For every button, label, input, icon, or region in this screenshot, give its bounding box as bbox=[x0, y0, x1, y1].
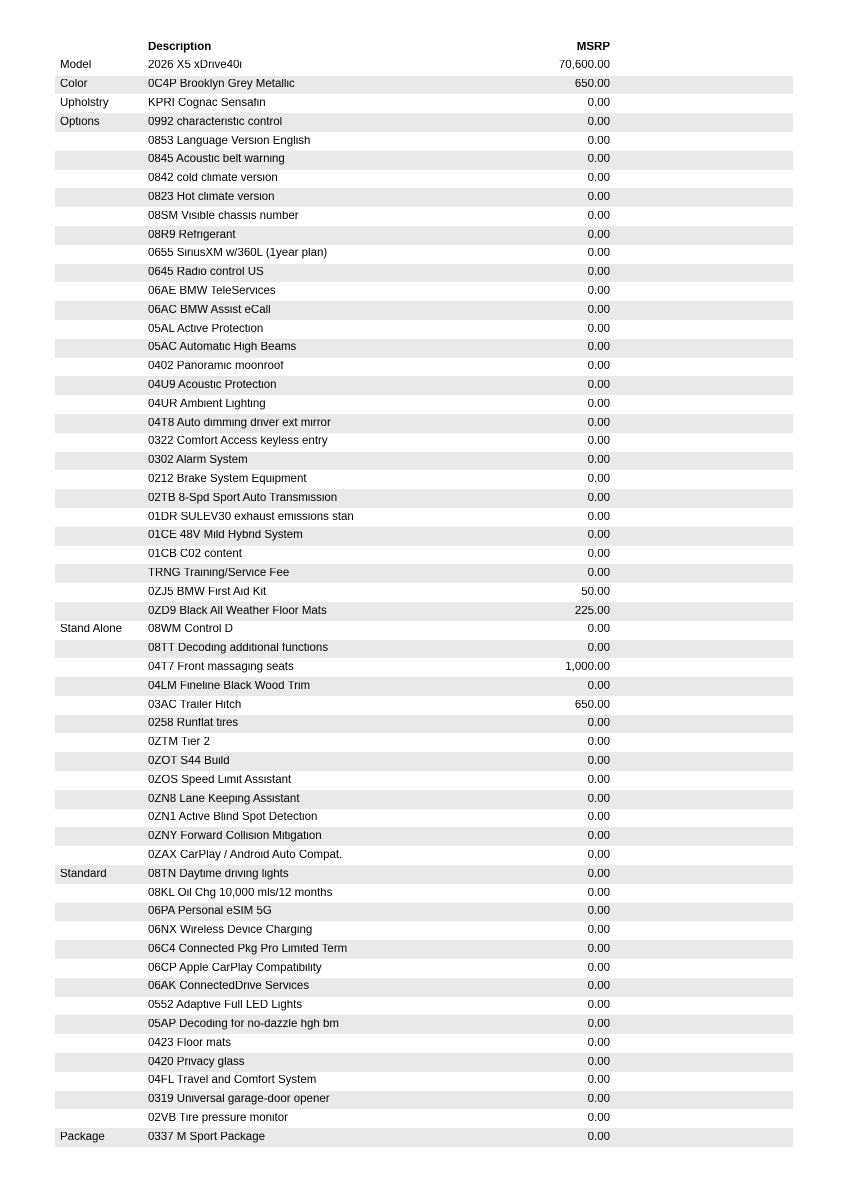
row-msrp: 0.00 bbox=[587, 887, 610, 899]
row-description: 0552 Adaptive Full LED Lights bbox=[148, 1000, 303, 1012]
table-row bbox=[55, 583, 793, 602]
row-msrp: 0.00 bbox=[587, 793, 610, 805]
table-body bbox=[55, 57, 793, 1147]
row-msrp: 650.00 bbox=[574, 79, 610, 91]
table-row bbox=[55, 546, 793, 565]
row-description: 06CP Apple CarPlay Compatibility bbox=[148, 962, 322, 974]
row-msrp: 0.00 bbox=[587, 154, 610, 166]
row-description: 04T8 Auto dimming driver ext mirror bbox=[148, 417, 331, 429]
table-row bbox=[55, 264, 793, 283]
table-row bbox=[55, 733, 793, 752]
table-row bbox=[55, 170, 793, 189]
row-msrp: 0.00 bbox=[587, 643, 610, 655]
row-msrp: 0.00 bbox=[587, 1056, 610, 1068]
row-description: 03AC Trailer Hitch bbox=[148, 699, 242, 711]
table-row bbox=[55, 414, 793, 433]
row-msrp: 650.00 bbox=[574, 699, 610, 711]
table-header-row bbox=[55, 38, 793, 57]
header-description: Description bbox=[148, 41, 212, 53]
table-row bbox=[55, 1034, 793, 1053]
table-row bbox=[55, 809, 793, 828]
table-row bbox=[55, 282, 793, 301]
row-category: Upholstry bbox=[60, 98, 109, 110]
row-msrp: 0.00 bbox=[587, 135, 610, 147]
table-row bbox=[55, 1015, 793, 1034]
row-category: Standard bbox=[60, 868, 107, 880]
row-description: 0ZN8 Lane Keeping Assistant bbox=[148, 793, 300, 805]
row-description: 06PA Personal eSIM 5G bbox=[148, 906, 272, 918]
row-description: 0853 Language Version English bbox=[148, 135, 311, 147]
row-description: 0420 Privacy glass bbox=[148, 1056, 245, 1068]
row-description: 04LM Fineline Black Wood Trim bbox=[148, 680, 311, 692]
row-description: 08TN Daytime driving lights bbox=[148, 868, 289, 880]
row-description: 0423 Floor mats bbox=[148, 1037, 232, 1049]
row-description: 05AP Decoding for no-dazzle hgh bm bbox=[148, 1019, 339, 1031]
row-category: Stand Alone bbox=[60, 624, 123, 636]
row-msrp: 0.00 bbox=[587, 98, 610, 110]
table-row bbox=[55, 677, 793, 696]
table-row bbox=[55, 508, 793, 527]
row-description: 08SM Visible chassis number bbox=[148, 210, 299, 222]
row-msrp: 0.00 bbox=[587, 962, 610, 974]
table-row bbox=[55, 94, 793, 113]
table-row bbox=[55, 1109, 793, 1128]
row-msrp: 0.00 bbox=[587, 229, 610, 241]
row-msrp: 0.00 bbox=[587, 173, 610, 185]
row-msrp: 0.00 bbox=[587, 812, 610, 824]
row-description: 06C4 Connected Pkg Pro Limited Term bbox=[148, 943, 348, 955]
table-row bbox=[55, 188, 793, 207]
vehicle-options-table bbox=[55, 38, 793, 1147]
row-description: 2026 X5 xDrive40i bbox=[148, 60, 242, 72]
row-msrp: 0.00 bbox=[587, 361, 610, 373]
table-row bbox=[55, 752, 793, 771]
row-msrp: 0.00 bbox=[587, 492, 610, 504]
row-description: 0319 Universal garage-door opener bbox=[148, 1094, 330, 1106]
row-description: 0ZN1 Active Blind Spot Detection bbox=[148, 812, 318, 824]
row-description: 0212 Brake System Equipment bbox=[148, 473, 307, 485]
table-row bbox=[55, 621, 793, 640]
row-msrp: 0.00 bbox=[587, 831, 610, 843]
table-row bbox=[55, 921, 793, 940]
row-description: 0ZOS Speed Limit Assistant bbox=[148, 774, 292, 786]
table-row bbox=[55, 245, 793, 264]
row-description: 0ZNY Forward Collision Mitigation bbox=[148, 831, 322, 843]
row-description: 0302 Alarm System bbox=[148, 455, 248, 467]
table-row bbox=[55, 395, 793, 414]
row-msrp: 0.00 bbox=[587, 286, 610, 297]
table-row bbox=[55, 978, 793, 997]
row-msrp: 0.00 bbox=[587, 530, 610, 542]
row-msrp: 0.00 bbox=[587, 436, 610, 448]
row-description: 0ZOT S44 Build bbox=[148, 755, 230, 767]
row-msrp: 0.00 bbox=[587, 868, 610, 880]
row-description: 0ZD9 Black All Weather Floor Mats bbox=[148, 605, 327, 617]
row-description: 06NX Wireless Device Charging bbox=[148, 925, 313, 937]
table-row bbox=[55, 696, 793, 715]
row-description: 05AC Automatic High Beams bbox=[148, 342, 297, 354]
row-description: 0ZTM Tier 2 bbox=[148, 737, 210, 749]
row-msrp: 0.00 bbox=[587, 925, 610, 937]
row-msrp: 0.00 bbox=[587, 624, 610, 636]
table-row bbox=[55, 301, 793, 320]
table-row bbox=[55, 997, 793, 1016]
row-msrp: 1,000.00 bbox=[565, 661, 610, 673]
table-row bbox=[55, 76, 793, 95]
table-row bbox=[55, 564, 793, 583]
table-row bbox=[55, 1072, 793, 1091]
row-description: 08R9 Refrigerant bbox=[148, 229, 236, 241]
row-description: 0337 M Sport Package bbox=[148, 1131, 265, 1143]
row-msrp: 0.00 bbox=[587, 267, 610, 279]
table-row bbox=[55, 884, 793, 903]
table-row bbox=[55, 846, 793, 865]
row-description: 02VB Tire pressure monitor bbox=[148, 1113, 288, 1125]
row-msrp: 0.00 bbox=[587, 1000, 610, 1012]
row-msrp: 0.00 bbox=[587, 379, 610, 391]
table-row bbox=[55, 132, 793, 151]
table-row bbox=[55, 771, 793, 790]
table-row bbox=[55, 57, 793, 76]
table-row bbox=[55, 527, 793, 546]
row-description: 08KL Oil Chg 10,000 mls/12 months bbox=[148, 887, 333, 899]
row-description: 06AE BMW TeleServices bbox=[148, 286, 276, 297]
row-description: 01CE 48V Mild Hybrid System bbox=[148, 530, 303, 542]
row-msrp: 0.00 bbox=[587, 210, 610, 222]
header-msrp: MSRP bbox=[576, 41, 610, 53]
row-msrp: 0.00 bbox=[587, 1131, 610, 1143]
row-description: 0823 Hot climate version bbox=[148, 192, 275, 204]
row-msrp: 0.00 bbox=[587, 511, 610, 523]
row-description: 06AC BMW Assist eCall bbox=[148, 304, 271, 316]
table-row bbox=[55, 827, 793, 846]
row-msrp: 0.00 bbox=[587, 248, 610, 260]
row-description: 0ZAX CarPlay / Android Auto Compat. bbox=[148, 849, 343, 861]
row-description: 0ZJ5 BMW First Aid Kit bbox=[148, 586, 267, 598]
row-msrp: 0.00 bbox=[587, 192, 610, 204]
row-msrp: 0.00 bbox=[587, 981, 610, 993]
row-category: Options bbox=[60, 116, 100, 128]
row-msrp: 0.00 bbox=[587, 755, 610, 767]
table-row bbox=[55, 1091, 793, 1110]
table-row bbox=[55, 640, 793, 659]
row-description: 04T7 Front massaging seats bbox=[148, 661, 294, 673]
table-row bbox=[55, 339, 793, 358]
row-description: 04U9 Acoustic Protection bbox=[148, 379, 277, 391]
row-category: Model bbox=[60, 60, 92, 72]
row-description: 05AL Active Protection bbox=[148, 323, 264, 335]
table-row bbox=[55, 903, 793, 922]
table-row bbox=[55, 865, 793, 884]
row-description: 0845 Acoustic belt warning bbox=[148, 154, 285, 166]
row-msrp: 0.00 bbox=[587, 342, 610, 354]
row-msrp: 0.00 bbox=[587, 680, 610, 692]
table-row bbox=[55, 1128, 793, 1147]
table-row bbox=[55, 790, 793, 809]
table-row bbox=[55, 376, 793, 395]
row-description: 0842 cold climate version bbox=[148, 173, 278, 185]
row-description: KPRI Cognac Sensafin bbox=[148, 98, 266, 110]
row-msrp: 0.00 bbox=[587, 1019, 610, 1031]
row-msrp: 0.00 bbox=[587, 304, 610, 316]
row-category: Package bbox=[60, 1131, 105, 1143]
row-msrp: 0.00 bbox=[587, 906, 610, 918]
row-msrp: 0.00 bbox=[587, 473, 610, 485]
row-description: 02TB 8-Spd Sport Auto Transmission bbox=[148, 492, 338, 504]
row-description: 01DR SULEV30 exhaust emissions stan bbox=[148, 511, 354, 523]
table-row bbox=[55, 226, 793, 245]
table-row bbox=[55, 959, 793, 978]
row-description: 06AK ConnectedDrive Services bbox=[148, 981, 310, 993]
table-row bbox=[55, 602, 793, 621]
row-msrp: 0.00 bbox=[587, 737, 610, 749]
row-description: 0322 Comfort Access keyless entry bbox=[148, 436, 328, 448]
row-msrp: 70,600.00 bbox=[558, 60, 610, 72]
row-msrp: 0.00 bbox=[587, 116, 610, 128]
row-msrp: 0.00 bbox=[587, 549, 610, 561]
table-row bbox=[55, 320, 793, 339]
row-msrp: 50.00 bbox=[581, 586, 610, 598]
row-description: 0258 Runflat tires bbox=[148, 718, 239, 730]
row-description: 0C4P Brooklyn Grey Metallic bbox=[148, 79, 295, 91]
table-row bbox=[55, 1053, 793, 1072]
table-row bbox=[55, 151, 793, 170]
row-description: 0655 SiriusXM w/360L (1year plan) bbox=[148, 248, 328, 260]
row-description: 0645 Radio control US bbox=[148, 267, 264, 279]
table-row bbox=[55, 358, 793, 377]
row-msrp: 225.00 bbox=[574, 605, 610, 617]
row-msrp: 0.00 bbox=[587, 718, 610, 730]
row-msrp: 0.00 bbox=[587, 943, 610, 955]
table-row bbox=[55, 715, 793, 734]
table-row bbox=[55, 113, 793, 132]
table-row bbox=[55, 940, 793, 959]
row-category: Color bbox=[60, 79, 88, 91]
row-msrp: 0.00 bbox=[587, 1094, 610, 1106]
row-msrp: 0.00 bbox=[587, 567, 610, 579]
row-msrp: 0.00 bbox=[587, 1113, 610, 1125]
table-row bbox=[55, 489, 793, 508]
row-msrp: 0.00 bbox=[587, 455, 610, 467]
row-msrp: 0.00 bbox=[587, 1075, 610, 1087]
row-description: 04UR Ambient Lighting bbox=[148, 398, 266, 410]
row-msrp: 0.00 bbox=[587, 849, 610, 861]
row-description: 01CB C02 content bbox=[148, 549, 242, 561]
table-row bbox=[55, 452, 793, 471]
table-row bbox=[55, 470, 793, 489]
row-description: 08TT Decoding additional functions bbox=[148, 643, 329, 655]
table-row bbox=[55, 658, 793, 677]
row-msrp: 0.00 bbox=[587, 774, 610, 786]
table-row bbox=[55, 207, 793, 226]
row-msrp: 0.00 bbox=[587, 323, 610, 335]
row-description: 08WM Control D bbox=[148, 624, 233, 636]
row-description: TRNG Training/Service Fee bbox=[148, 567, 290, 579]
row-description: 0402 Panoramic moonroof bbox=[148, 361, 284, 373]
row-description: 0992 characteristic control bbox=[148, 116, 283, 128]
row-description: 04FL Travel and Comfort System bbox=[148, 1075, 317, 1087]
table-row bbox=[55, 433, 793, 452]
row-msrp: 0.00 bbox=[587, 1037, 610, 1049]
row-msrp: 0.00 bbox=[587, 398, 610, 410]
row-msrp: 0.00 bbox=[587, 417, 610, 429]
